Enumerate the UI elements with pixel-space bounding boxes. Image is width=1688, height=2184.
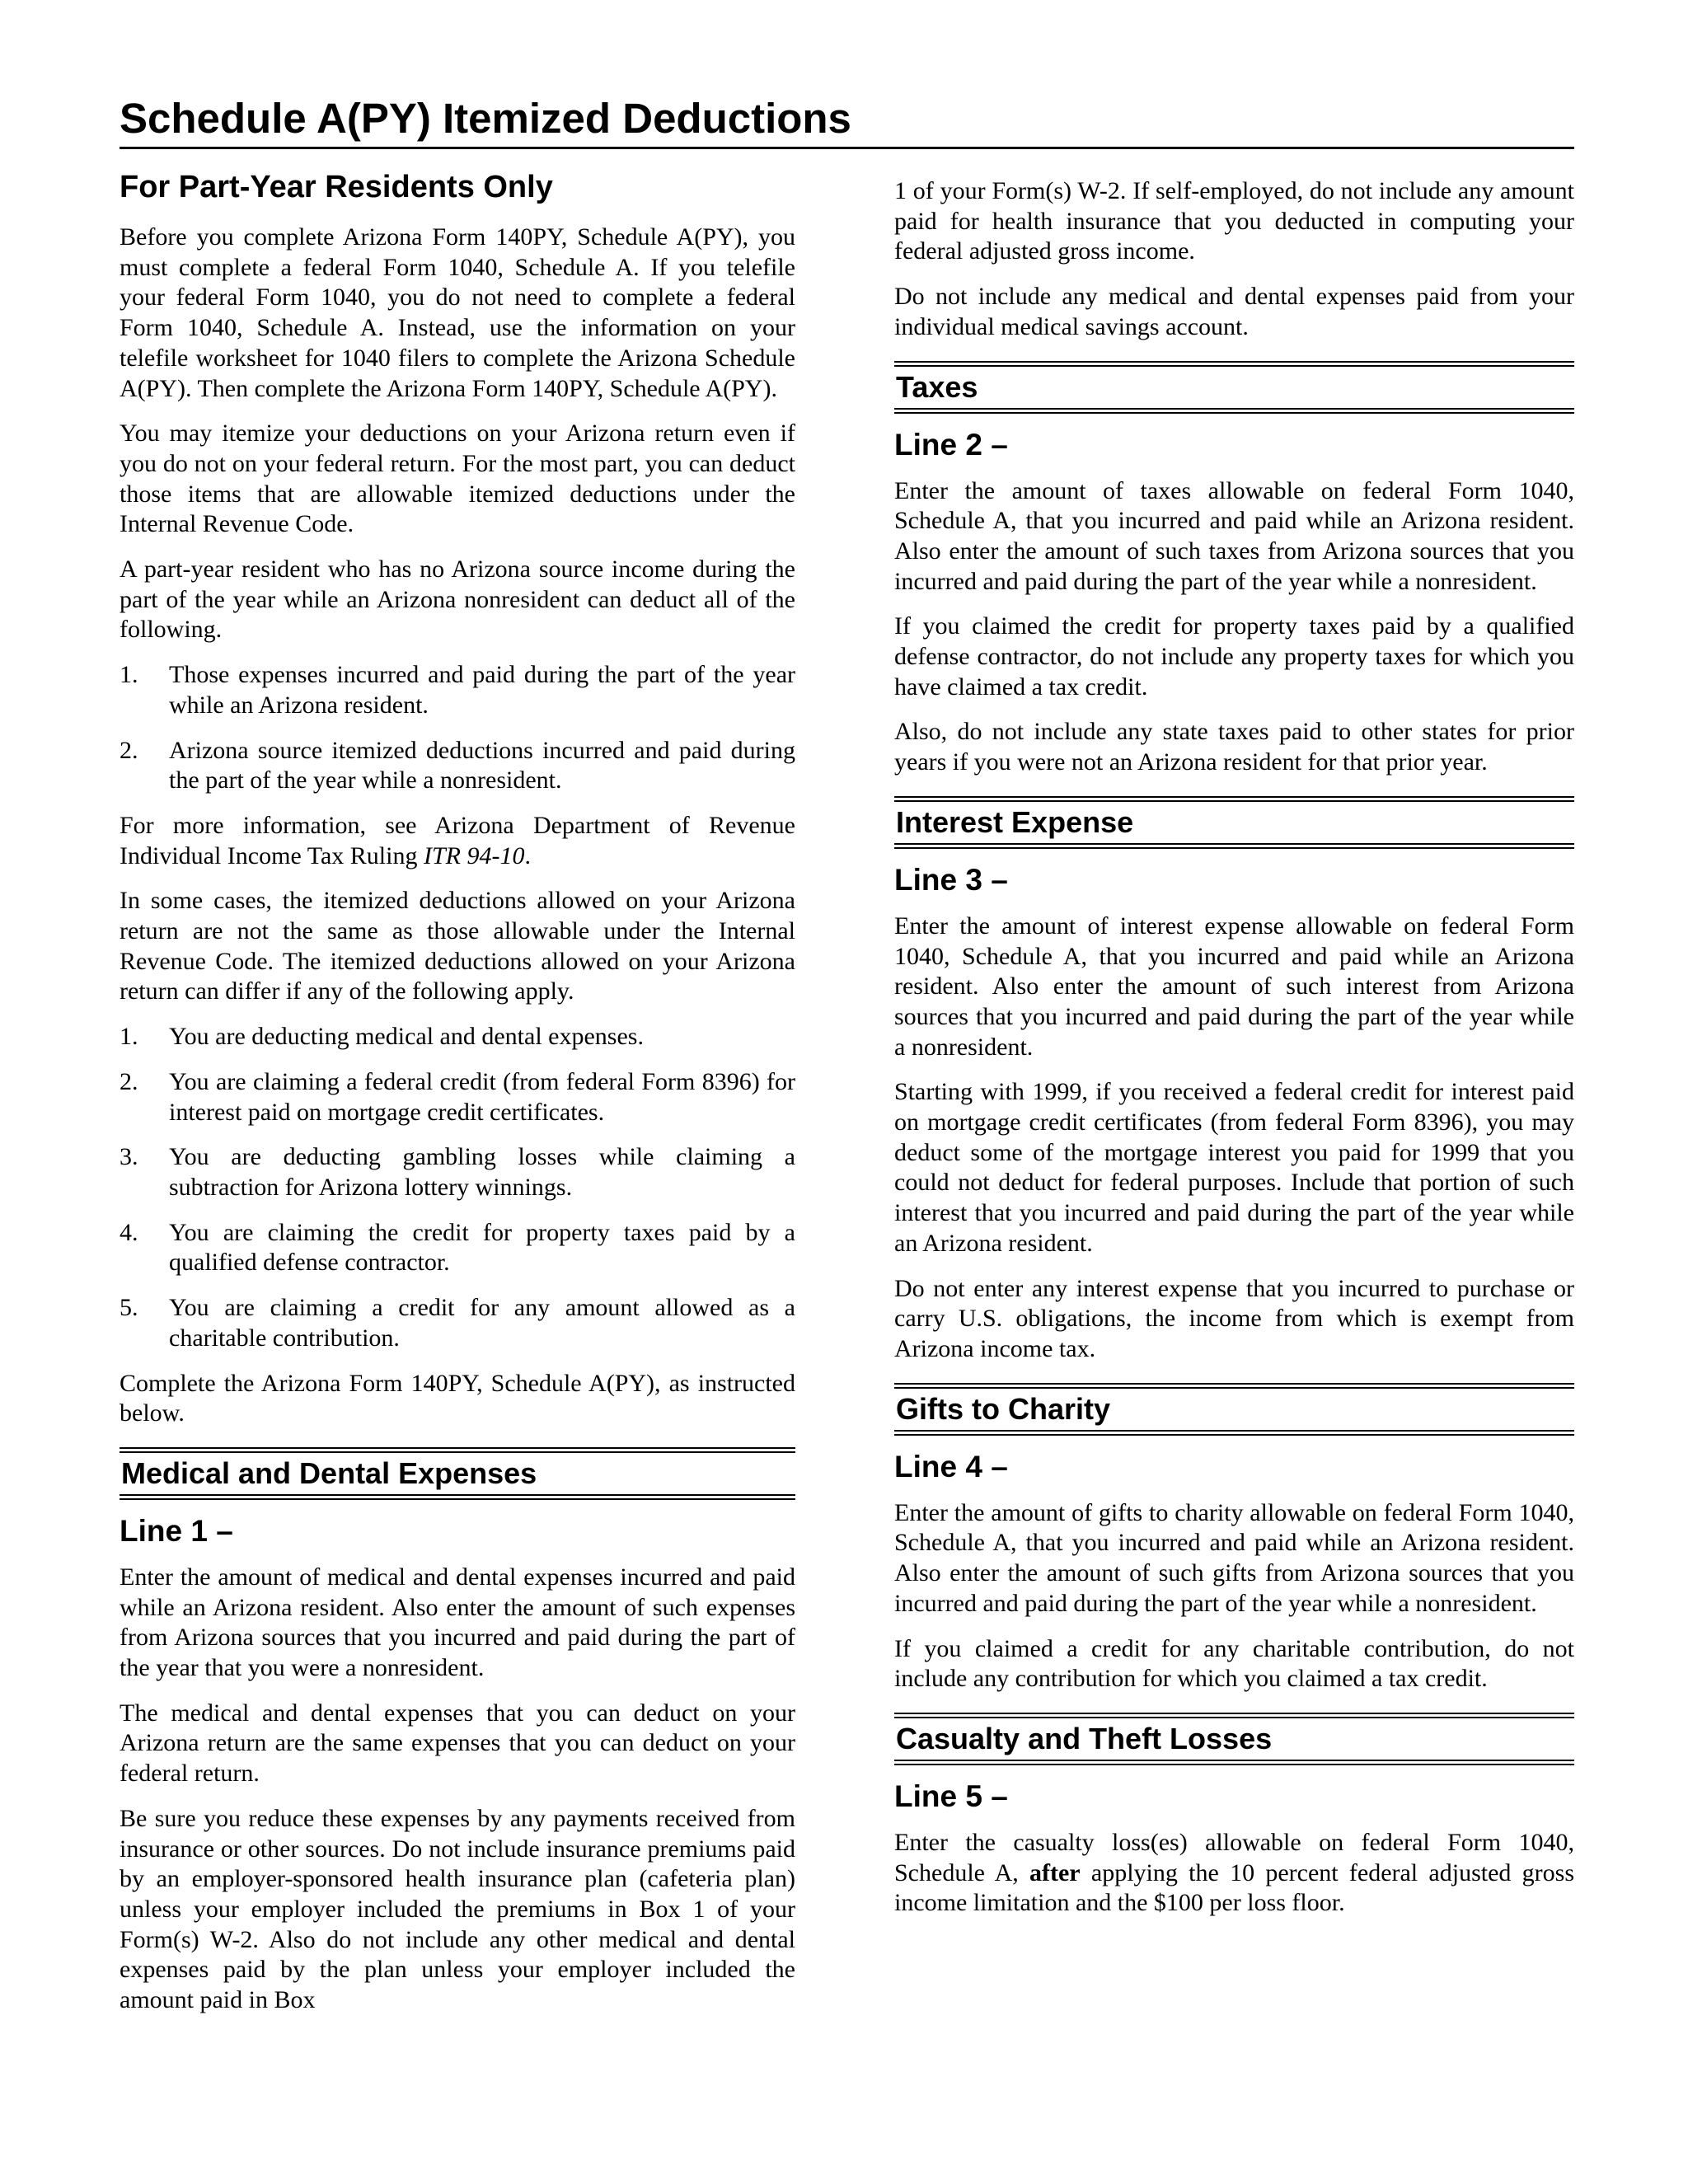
casualty-text: Enter the casualty loss(es) allowable on federal Form 1040, Schedule A, bbox=[894, 1828, 1574, 1886]
medical-paragraph-4: Do not include any medical and dental expenses paid from your individual medical savings account. bbox=[894, 283, 1574, 340]
intro-paragraph-6: Complete the Arizona Form 140PY, Schedule A(PY), as instructed below. bbox=[120, 1369, 795, 1427]
interest-paragraph-2: Starting with 1999, if you received a federal credit for interest paid on mortgage credit certificates (from federal Form 8396), you may deduct some of the mortgage interest you paid for 1999 that you could not deduct for federal purposes. Include that portion of such interest that you incurred and paid during the part of the year while an Arizona resident. bbox=[894, 1078, 1574, 1257]
page-title: Schedule A(PY) Itemized Deductions bbox=[120, 92, 1574, 149]
list-item bbox=[120, 1022, 795, 1052]
section-heading-bar bbox=[894, 1713, 1574, 1765]
list-item bbox=[120, 1142, 795, 1202]
section-subtitle: For Part-Year Residents Only bbox=[120, 170, 553, 204]
list-item-text: You are claiming a federal credit (from federal Form 8396) for interest paid on mortgage credit certificates. bbox=[169, 1067, 795, 1126]
list-item-text: You are claiming the credit for property taxes paid by a qualified defense contractor. bbox=[169, 1218, 795, 1277]
section-heading-taxes: Taxes bbox=[894, 365, 1574, 410]
intro-paragraph-1: Before you complete Arizona Form 140PY, Schedule A(PY), you must complete a federal Form 1040, Schedule A. If you telefile your federal Form 1040, you do not need to complete a federal Form 1040, Schedule A. Instead, use the information on your telefile worksheet for 1040 filers to complete the Arizona Schedule A(PY). Then complete the Arizona Form 140PY, Schedule A(PY). bbox=[120, 223, 795, 402]
ruling-reference: ITR 94-10 bbox=[423, 841, 525, 869]
charity-paragraph-1: Enter the amount of gifts to charity allowable on federal Form 1040, Schedule A, that you incurred and paid while an Arizona resident. Also enter the amount of such gifts from Arizona sources that you incurred and paid during the part of the year while a nonresident. bbox=[894, 1498, 1574, 1617]
taxes-paragraph-3: Also, do not include any state taxes paid to other states for prior years if you were not an Arizona resident for that prior year. bbox=[894, 718, 1574, 776]
line-3-heading: Line 3 – bbox=[894, 862, 1008, 897]
list-item-text: Arizona source itemized deductions incurred and paid during the part of the year while a nonresident. bbox=[169, 736, 795, 794]
list-item-number: 5. bbox=[120, 1294, 138, 1322]
ruling-text-end: . bbox=[524, 841, 531, 869]
section-heading-interest: Interest Expense bbox=[894, 800, 1574, 845]
left-column bbox=[120, 168, 795, 2031]
list-item-number: 1. bbox=[120, 1023, 138, 1051]
list-item bbox=[120, 1218, 795, 1278]
list-item bbox=[120, 736, 795, 796]
ruling-text: For more information, see Arizona Department of Revenue Individual Income Tax Ruling bbox=[120, 811, 795, 869]
list-item-number: 2. bbox=[120, 1067, 138, 1095]
list-item-text: Those expenses incurred and paid during the part of the year while an Arizona resident. bbox=[169, 661, 795, 719]
taxes-paragraph-1: Enter the amount of taxes allowable on federal Form 1040, Schedule A, that you incurred and paid while an Arizona resident. Also enter the amount of such taxes from Arizona sources that you incurred and paid during the part of the year while a nonresident. bbox=[894, 476, 1574, 595]
list-item-text: You are claiming a credit for any amount allowed as a charitable contribution. bbox=[169, 1294, 795, 1352]
list-item bbox=[120, 660, 795, 720]
section-heading-bar bbox=[120, 1447, 795, 1500]
ruling-paragraph bbox=[120, 811, 795, 871]
list-item-number: 3. bbox=[120, 1143, 138, 1171]
casualty-text-end: applying the 10 percent federal adjusted gross income limitation and the $100 per loss floor. bbox=[894, 1858, 1574, 1917]
list-item-number: 2. bbox=[120, 736, 138, 764]
list-item-text: You are deducting gambling losses while claiming a subtraction for Arizona lottery winnings. bbox=[169, 1143, 795, 1201]
taxes-paragraph-2: If you claimed the credit for property taxes paid by a qualified defense contractor, do not include any property taxes for which you have claimed a tax credit. bbox=[894, 612, 1574, 701]
section-heading-bar bbox=[894, 1383, 1574, 1436]
line-5-heading: Line 5 – bbox=[894, 1779, 1008, 1813]
charity-paragraph-2: If you claimed a credit for any charitable contribution, do not include any contribution for which you claimed a tax credit. bbox=[894, 1634, 1574, 1693]
list-item-text: You are deducting medical and dental expenses. bbox=[169, 1023, 644, 1051]
section-heading-casualty: Casualty and Theft Losses bbox=[894, 1717, 1574, 1761]
section-heading-charity: Gifts to Charity bbox=[894, 1387, 1574, 1432]
intro-paragraph-5: In some cases, the itemized deductions allowed on your Arizona return are not the same as those allowable under the Internal Revenue Code. The itemized deductions allowed on your Arizona return can differ if any of the following apply. bbox=[120, 887, 795, 1005]
list-item-number: 4. bbox=[120, 1218, 138, 1246]
interest-paragraph-3: Do not enter any interest expense that you incurred to purchase or carry U.S. obligations, the income from which is exempt from Arizona income tax. bbox=[894, 1274, 1574, 1362]
interest-paragraph-1: Enter the amount of interest expense allowable on federal Form 1040, Schedule A, that you incurred and paid while an Arizona resident. Also enter the amount of such interest from Arizona sources that you incurred and paid during the part of the year while a nonresident. bbox=[894, 912, 1574, 1061]
intro-paragraph-3: A part-year resident who has no Arizona source income during the part of the year while an Arizona nonresident can deduct all of the following. bbox=[120, 555, 795, 644]
line-1-heading: Line 1 – bbox=[120, 1513, 233, 1548]
right-column bbox=[894, 176, 1574, 1933]
medical-paragraph-1: Enter the amount of medical and dental expenses incurred and paid while an Arizona resident. Also enter the amount of such expenses from Arizona sources that you incurred and paid during the part of the year that you were a nonresident. bbox=[120, 1563, 795, 1682]
list-item bbox=[120, 1067, 795, 1127]
casualty-paragraph-1 bbox=[894, 1828, 1574, 1919]
medical-paragraph-continued: 1 of your Form(s) W-2. If self-employed, do not include any amount paid for health insurance that you deducted in computing your federal adjusted gross income. bbox=[894, 177, 1574, 265]
section-heading-bar bbox=[894, 361, 1574, 414]
section-heading-bar bbox=[894, 796, 1574, 849]
section-heading-medical: Medical and Dental Expenses bbox=[120, 1451, 795, 1496]
list-item-number: 1. bbox=[120, 661, 138, 689]
line-4-heading: Line 4 – bbox=[894, 1449, 1008, 1483]
list-item bbox=[120, 1293, 795, 1353]
casualty-emphasis: after bbox=[1029, 1858, 1081, 1886]
medical-paragraph-3: Be sure you reduce these expenses by any payments received from insurance or other sources. Do not include insurance premiums paid by an employer-sponsored health insurance plan (cafeteria plan) unless your employer included the premiums in Box 1 of your Form(s) W-2. Also do not include any other medical and dental expenses paid by the plan unless your employer included the amount paid in Box bbox=[120, 1804, 795, 2014]
intro-paragraph-2: You may itemize your deductions on your Arizona return even if you do not on your federal return. For the most part, you can deduct those items that are allowable itemized deductions under the Internal Revenue Code. bbox=[120, 419, 795, 538]
line-2-heading: Line 2 – bbox=[894, 427, 1008, 462]
medical-paragraph-2: The medical and dental expenses that you can deduct on your Arizona return are the same expenses that you can deduct on your federal return. bbox=[120, 1699, 795, 1788]
